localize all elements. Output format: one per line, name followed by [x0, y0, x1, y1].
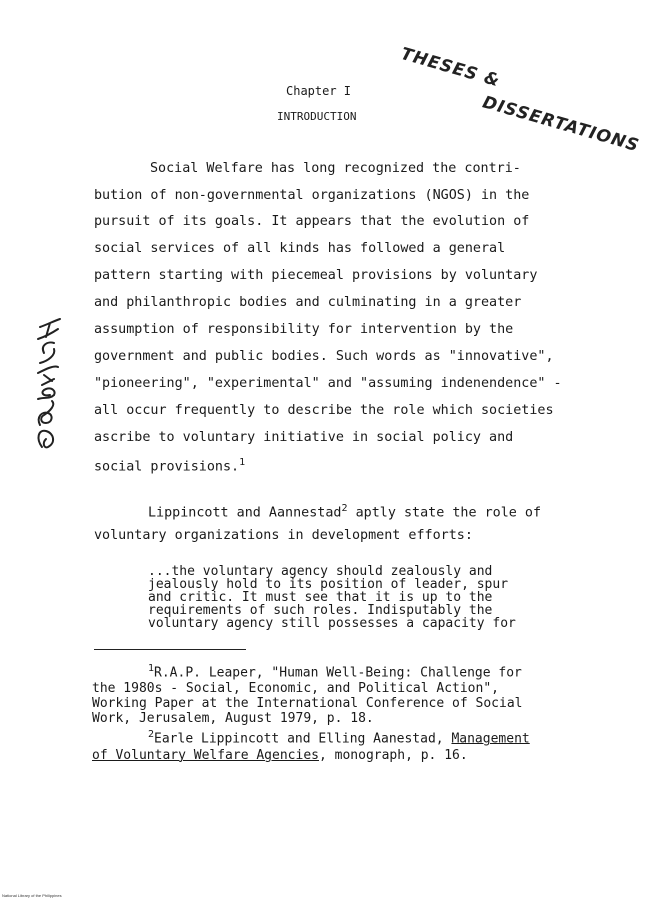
footnote-1-line: Working Paper at the International Conference of Social: [92, 696, 523, 711]
stamp-line-2: DISSERTATIONS: [480, 92, 642, 157]
body-line: government and public bodies. Such words as "innovative",: [94, 349, 554, 364]
body-line-last: [94, 457, 245, 474]
quote-line: and critic. It must see that it is up to the: [148, 590, 493, 605]
footnote-text: R.A.P. Leaper, "Human Well-Being: Challenge for: [154, 665, 522, 681]
footnote-ref-2: 2: [341, 503, 348, 514]
body-line: ascribe to voluntary initiative in social policy and: [94, 430, 514, 445]
quote-line: ...the voluntary agency should zealously and: [148, 564, 493, 579]
body-line: social services of all kinds has followed a general: [94, 241, 506, 256]
body-line: "pioneering", "experimental" and "assuming indenendence" -: [94, 376, 562, 391]
footnote-2-number: 2: [148, 729, 155, 740]
body-line: voluntary organizations in development efforts:: [94, 528, 473, 543]
body-line: all occur frequently to describe the role which societies: [94, 403, 554, 418]
quote-line: requirements of such roles. Indisputably the: [148, 603, 493, 618]
body-line: pattern starting with piecemeal provisions by voluntary: [94, 268, 538, 283]
body-line: pursuit of its goals. It appears that the evolution of: [94, 214, 530, 229]
footnote-1-line: Work, Jerusalem, August 1979, p. 18.: [92, 711, 374, 726]
footnote-1-line: the 1980s - Social, Economic, and Political Action",: [92, 681, 499, 696]
footnote-2-line: [92, 749, 468, 762]
footnote-divider: [94, 649, 246, 650]
footnote-text: Earle Lippincott and Elling Aanestad,: [154, 731, 452, 747]
body-text: social provisions.: [94, 459, 240, 475]
quote-line: jealously hold to its position of leader, spur: [148, 577, 509, 592]
footnote-ref-1: 1: [239, 457, 246, 468]
quote-line: voluntary agency still possesses a capacity for: [148, 616, 516, 631]
authors-text: Lippincott and Aannestad: [148, 505, 342, 521]
footnote-text: , monograph, p. 16.: [318, 748, 468, 763]
footnote-2-line: [148, 730, 530, 745]
body-line: [148, 503, 541, 520]
body-line: and philanthropic bodies and culminating in a greater: [94, 295, 522, 310]
body-text: aptly state the role of: [347, 505, 541, 521]
footnote-1-number: 1: [148, 663, 155, 674]
footnote-title-underlined: of Voluntary Welfare Agencies: [92, 748, 319, 763]
body-line: bution of non-governmental organizations (NGOS) in the: [94, 188, 530, 203]
body-line: assumption of responsibility for intervention by the: [94, 322, 514, 337]
handwriting-scribble-icon: [34, 315, 66, 455]
footnote-1-line: [148, 664, 522, 679]
chapter-title: Chapter I: [286, 84, 352, 98]
section-heading: INTRODUCTION: [277, 110, 357, 123]
stamp-line-1: THESES &: [398, 44, 503, 92]
footer-scan-label: National Library of the Philippines: [2, 893, 62, 898]
handwritten-accession-number: [34, 315, 66, 455]
body-line: Social Welfare has long recognized the contri-: [150, 161, 521, 176]
footnote-title-underlined: Management: [451, 731, 530, 747]
